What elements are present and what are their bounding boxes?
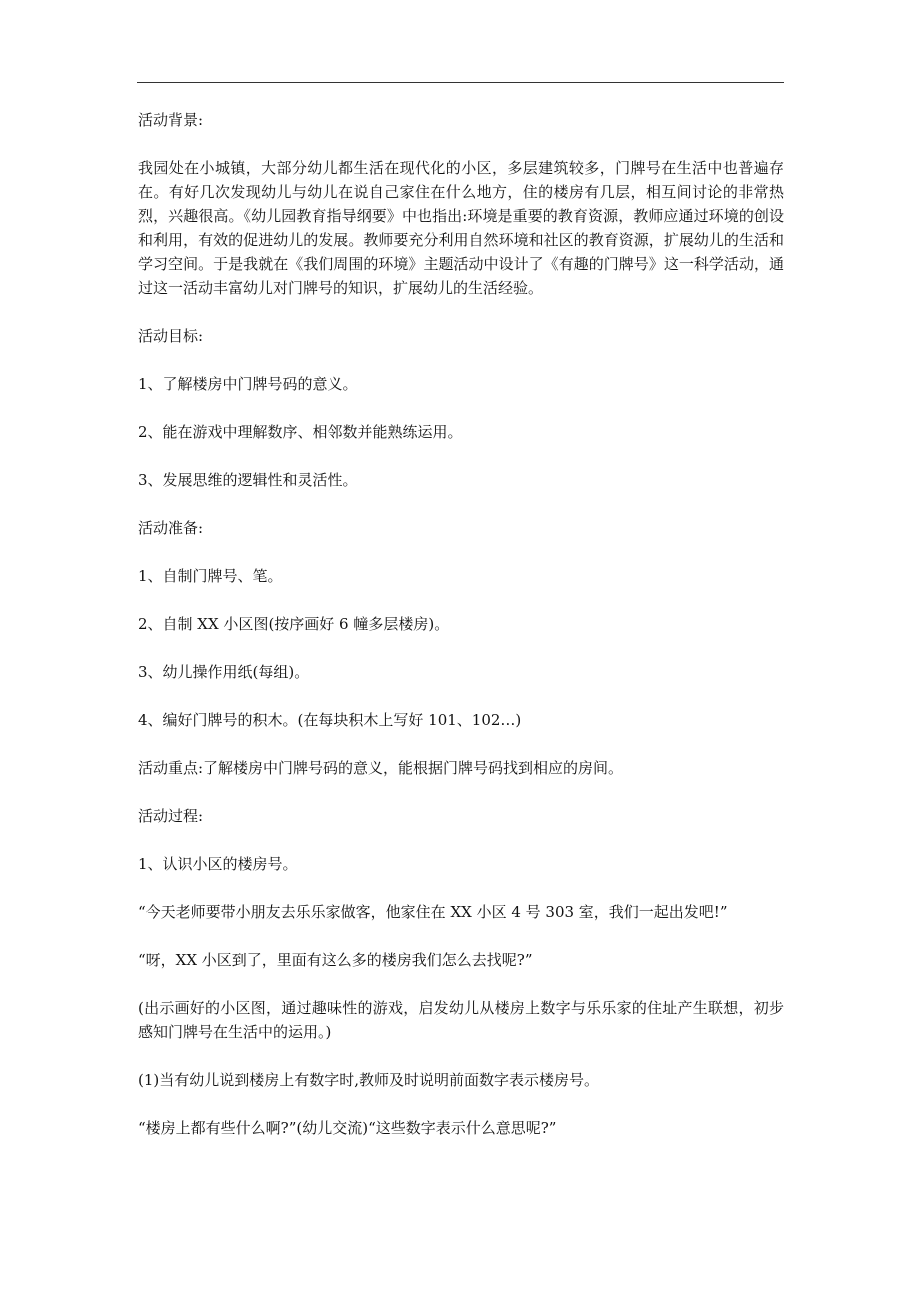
heading-process: 活动过程: <box>138 807 204 825</box>
quote-line: “呀，XX 小区到了，里面有这么多的楼房我们怎么去找呢?” <box>138 951 533 969</box>
quote-line: “今天老师要带小朋友去乐乐家做客，他家住在 XX 小区 4 号 303 室，我们一起出发吧!” <box>138 903 728 921</box>
preparation-item: 1、自制门牌号、笔。 <box>138 567 283 585</box>
process-note: (出示画好的小区图，通过趣味性的游戏，启发幼儿从楼房上数字与乐乐家的住址产生联想，初步感知门牌号在生活中的运用。) <box>138 999 784 1041</box>
paragraph-background: 我园处在小城镇，大部分幼儿都生活在现代化的小区，多层建筑较多，门牌号在生活中也普遍存在。有好几次发现幼儿与幼儿在说自己家住在什么地方，住的楼房有几层，相互间讨论的非常热烈，兴趣很高。《幼儿园教育指导纲要》中也指出:环境是重要的教育资源，教师应通过环境的创设和利用，有效的促进幼儿的发展。教师要充分利用自然环境和社区的教育资源，扩展幼儿的生活和学习空间。于是我就在《我们周围的环境》主题活动中设计了《有趣的门牌号》这一科学活动，通过这一活动丰富幼儿对门牌号的知识，扩展幼儿的生活经验。 <box>138 159 784 297</box>
preparation-item: 3、幼儿操作用纸(每组)。 <box>138 663 310 681</box>
document-body <box>138 108 784 1164</box>
process-substep: (1)当有幼儿说到楼房上有数字时,教师及时说明前面数字表示楼房号。 <box>138 1071 600 1089</box>
process-step: 1、认识小区的楼房号。 <box>138 855 298 873</box>
goal-item: 2、能在游戏中理解数序、相邻数并能熟练运用。 <box>138 423 463 441</box>
goal-item: 3、发展思维的逻辑性和灵活性。 <box>138 471 358 489</box>
heading-background: 活动背景: <box>138 111 204 129</box>
goal-item: 1、了解楼房中门牌号码的意义。 <box>138 375 358 393</box>
key-point: 活动重点:了解楼房中门牌号码的意义，能根据门牌号码找到相应的房间。 <box>138 759 624 777</box>
heading-preparation: 活动准备: <box>138 519 204 537</box>
quote-line: “楼房上都有些什么啊?”(幼儿交流)“这些数字表示什么意思呢?” <box>138 1119 557 1137</box>
preparation-item: 4、编好门牌号的积木。(在每块积木上写好 101、102…) <box>138 711 522 729</box>
heading-goals: 活动目标: <box>138 327 204 345</box>
header-rule <box>137 82 784 83</box>
preparation-item: 2、自制 XX 小区图(按序画好 6 幢多层楼房)。 <box>138 615 450 633</box>
